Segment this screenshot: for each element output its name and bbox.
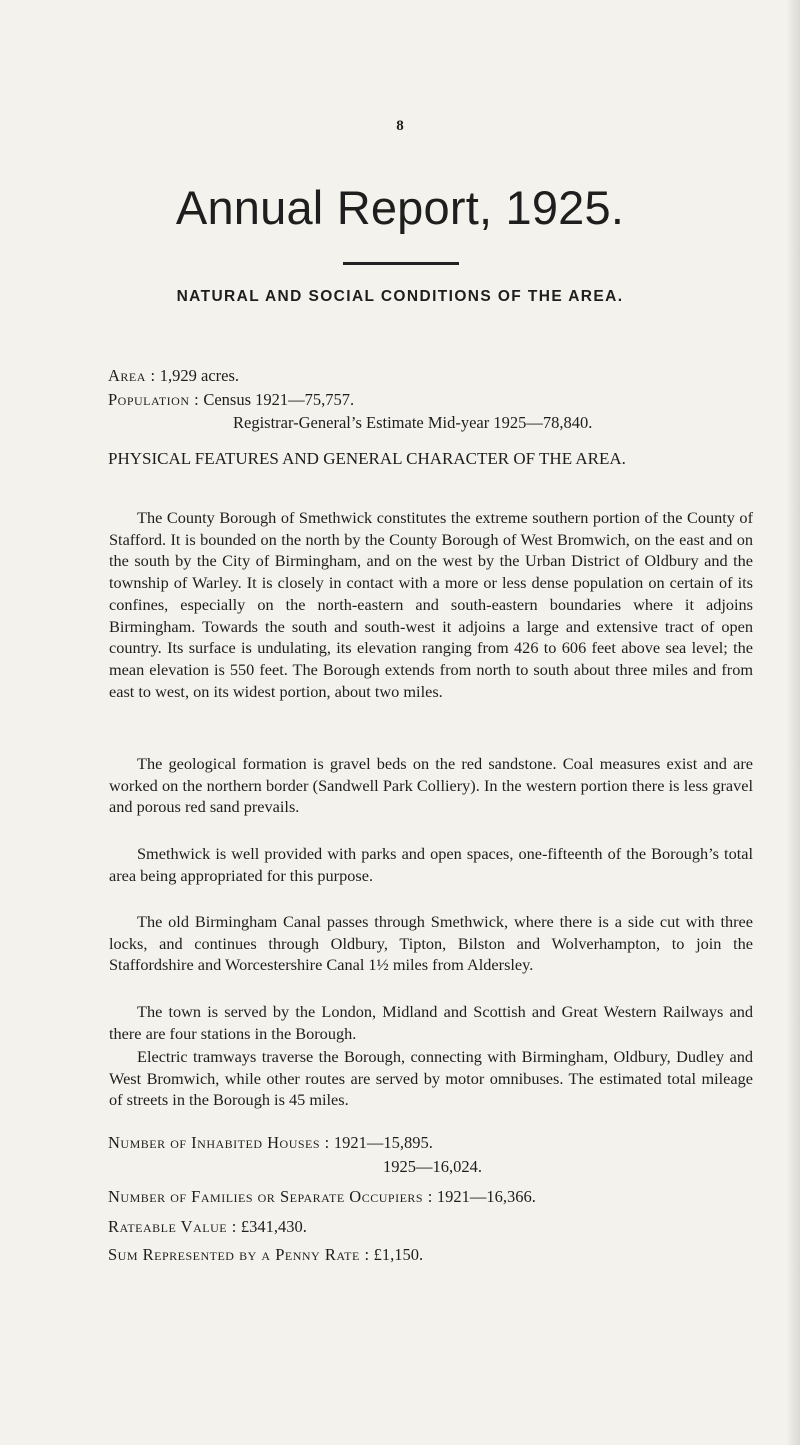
inhabited-houses-line	[108, 1133, 433, 1153]
paragraph-tramways: Electric tramways traverse the Borough, connecting with Birmingham, Oldbury, Dudley and West Bromwich, while other routes are served by motor omnibuses. The estimated total mileage of streets in the Borough is 45 miles.	[109, 1047, 753, 1110]
paragraph-boundaries: The County Borough of Smethwick constitutes the extreme southern portion of the County of Stafford. It is bounded on the north by the County Borough of West Bromwich, on the east and on the south by the City of Birmingham, and on the west by the Urban District of Oldbury and the township of Warley. It is closely in contact with a more or less dense population on certain of its confines, especially on the north-eastern and south-eastern boundaries where it adjoins Birmingham. Towards the south and south-west it adjoins a large and extensive tract of open country. Its surface is undulating, its elevation ranging from 426 to 606 feet above sea level; the mean elevation is 550 feet. The Borough extends from north to south about three miles and from east to west, on its widest portion, about two miles.	[109, 508, 753, 701]
population-line	[108, 390, 354, 410]
inhabited-houses-1925: 1925—16,024.	[383, 1157, 482, 1176]
page-number: 8	[396, 118, 404, 134]
families-line	[108, 1187, 536, 1207]
paragraph-railways: The town is served by the London, Midland and Scottish and Great Western Railways and there are four stations in the Borough.	[109, 1002, 753, 1043]
rateable-value-line	[108, 1217, 307, 1237]
inhabited-houses-1921: 1921—15,895.	[333, 1133, 433, 1152]
rateable-value-label: Rateable Value :	[108, 1217, 237, 1236]
penny-rate-value: £1,150.	[373, 1245, 424, 1264]
population-census: Census 1921—75,757.	[203, 390, 355, 409]
inhabited-houses-1925-line	[383, 1157, 482, 1177]
paragraph-canal: The old Birmingham Canal passes through Smethwick, where there is a side cut with three locks, and continues through Oldbury, Tipton, Bilston and Wolverhampton, to join the Staffordshire and Worcestershire Canal 1½ miles from Aldersley.	[109, 912, 753, 975]
inhabited-houses-label: Number of Inhabited Houses :	[108, 1133, 330, 1152]
title-divider	[343, 262, 459, 265]
section-heading: NATURAL AND SOCIAL CONDITIONS OF THE AREA.	[176, 288, 624, 305]
paragraph-geology: The geological formation is gravel beds on the red sandstone. Coal measures exist and are worked on the northern border (Sandwell Park Colliery). In the western portion there is less gravel and porous red sand prevails.	[109, 754, 753, 817]
area-line	[108, 366, 239, 386]
population-label: Population :	[108, 390, 200, 409]
penny-rate-line	[108, 1245, 423, 1265]
area-label: Area :	[108, 366, 156, 385]
penny-rate-label: Sum Represented by a Penny Rate :	[108, 1245, 370, 1264]
paragraph-parks: Smethwick is well provided with parks and open spaces, one-fifteenth of the Borough’s total area being appropriated for this purpose.	[109, 844, 753, 885]
families-1921: 1921—16,366.	[436, 1187, 536, 1206]
report-title: Annual Report, 1925.	[175, 181, 625, 234]
physical-features-heading: PHYSICAL FEATURES AND GENERAL CHARACTER OF THE AREA.	[108, 449, 626, 468]
families-label: Number of Families or Separate Occupiers :	[108, 1187, 433, 1206]
area-value: 1,929 acres.	[159, 366, 240, 385]
population-estimate: Registrar-General’s Estimate Mid-year 1925—78,840.	[233, 413, 593, 432]
population-estimate-line	[233, 413, 592, 433]
rateable-value: £341,430.	[240, 1217, 307, 1236]
